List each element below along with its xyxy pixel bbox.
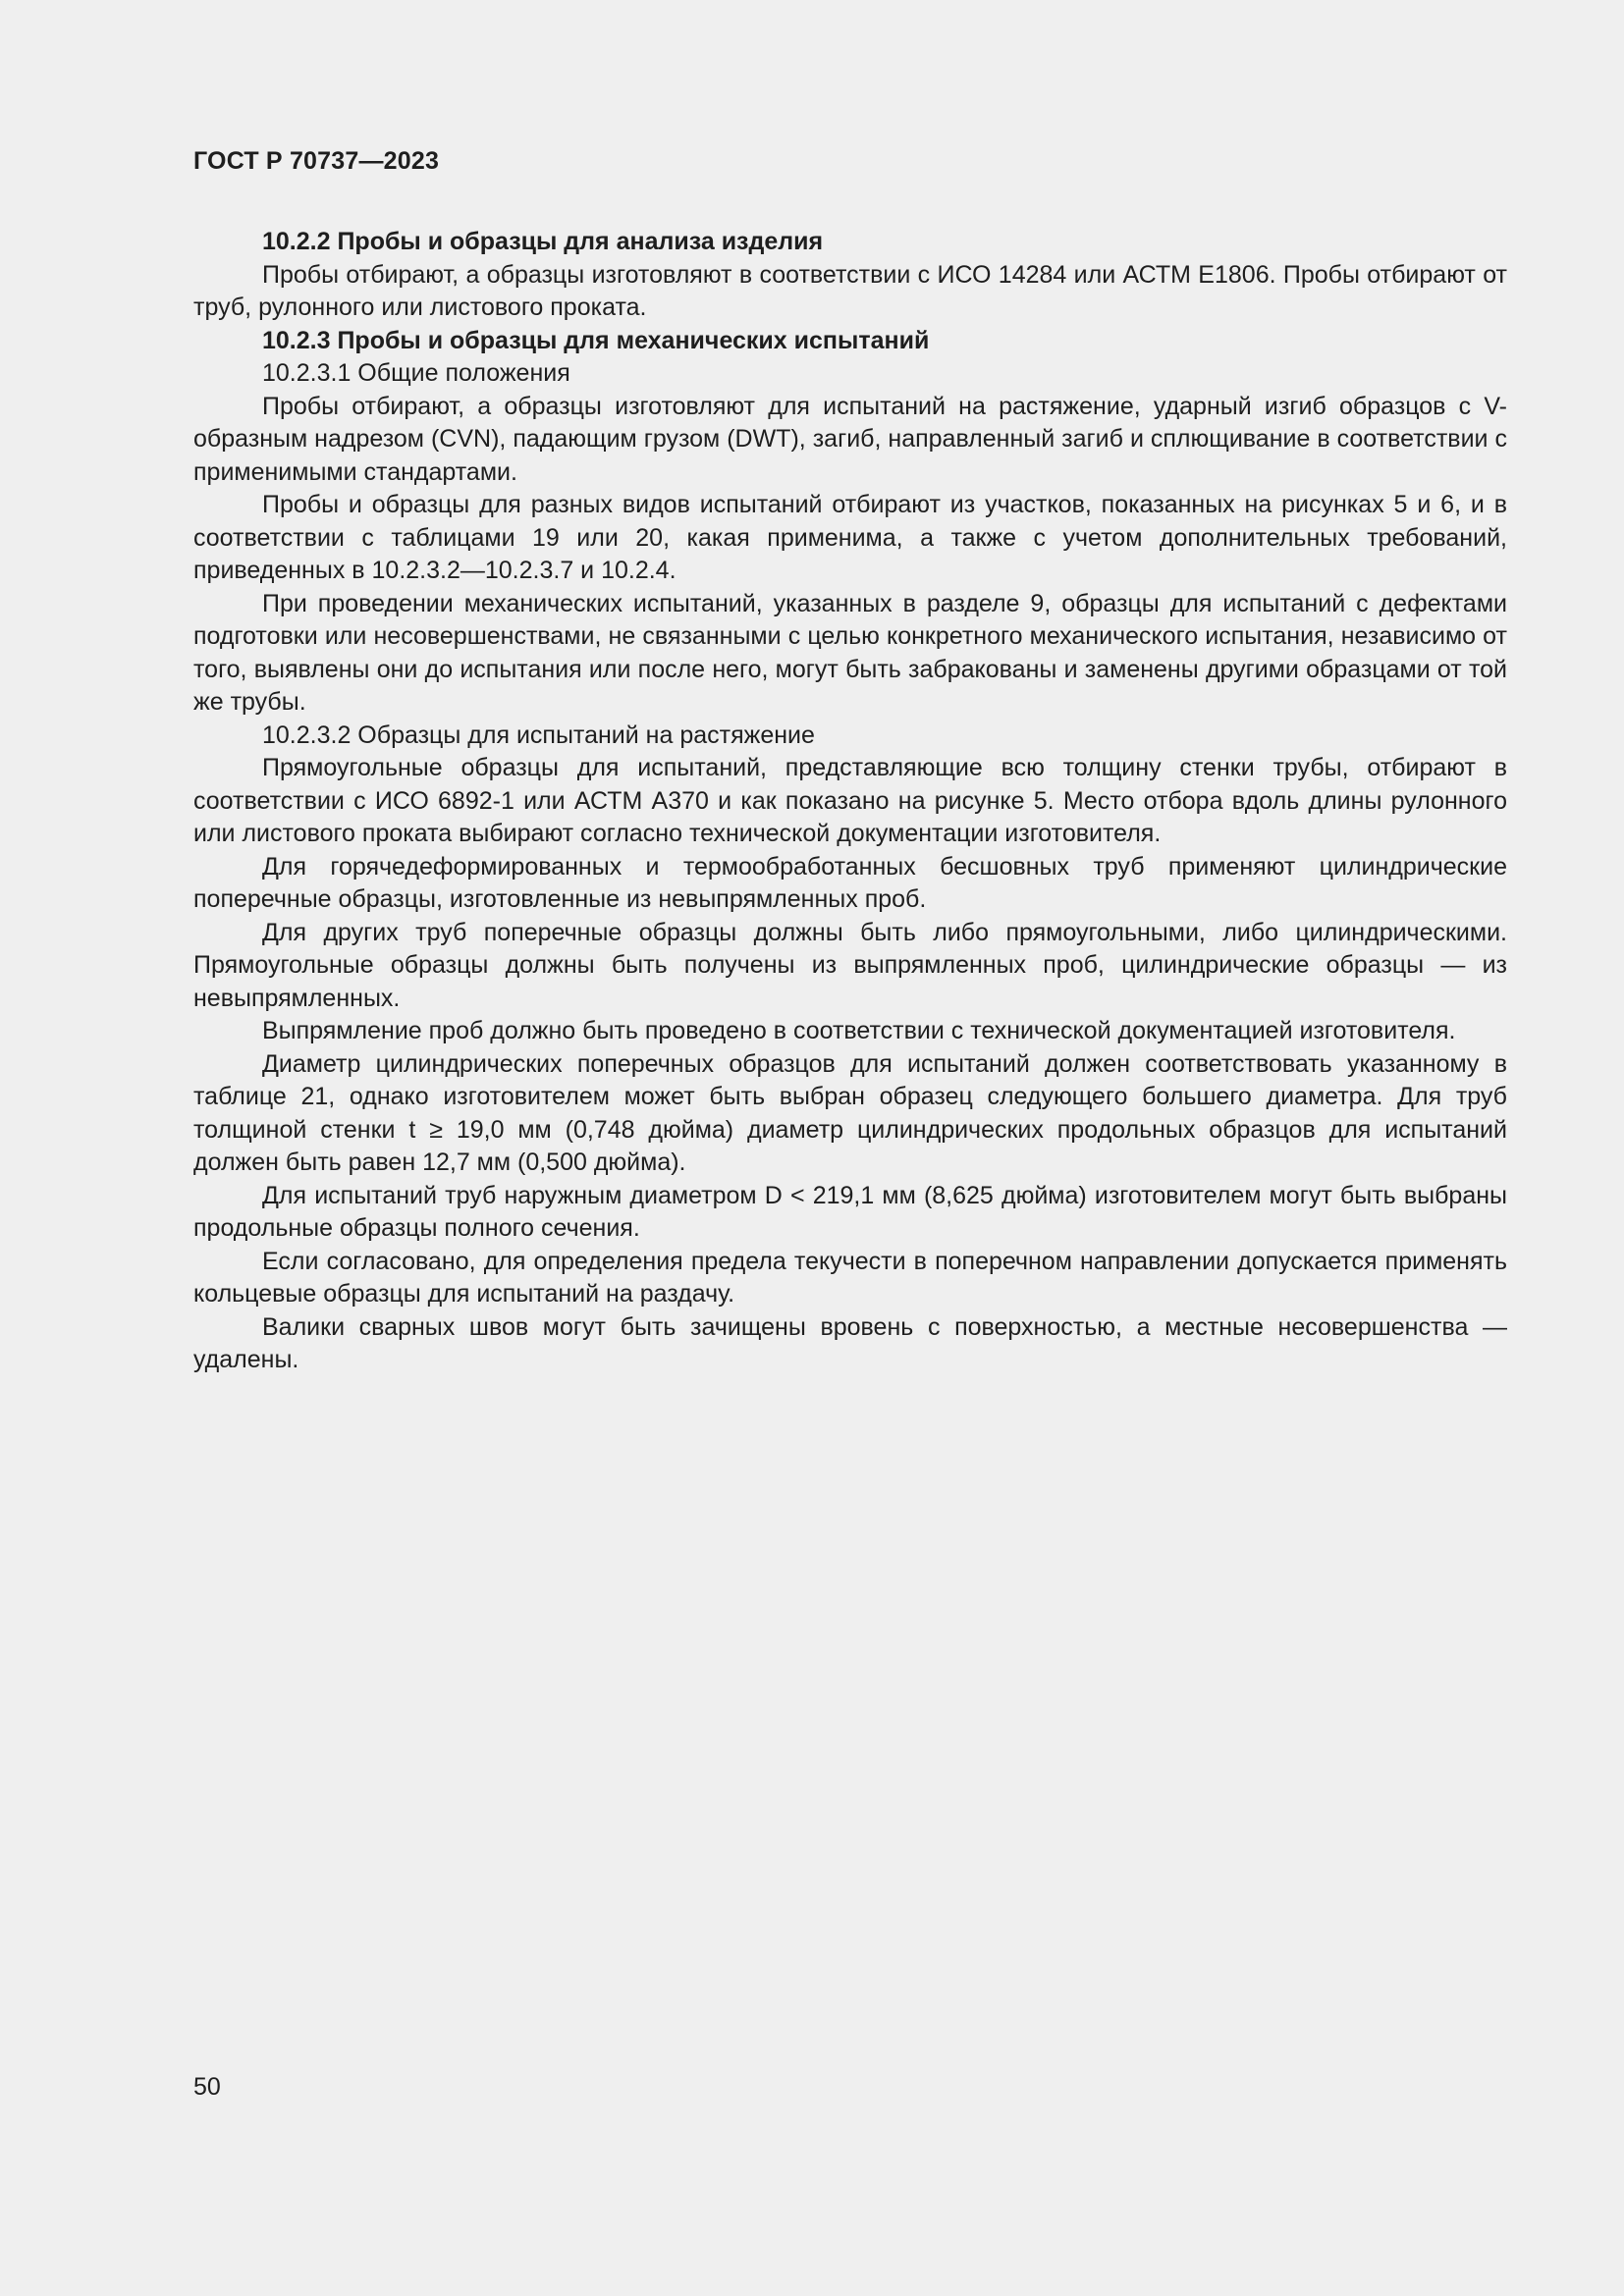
page-number: 50: [193, 2073, 221, 2101]
paragraph: Для испытаний труб наружным диаметром D < 219,1 мм (8,625 дюйма) изготовителем могут быть выбраны продольные образцы полного сечения.: [193, 1181, 1507, 1242]
paragraph: Валики сварных швов могут быть зачищены вровень с поверхностью, а местные несовершенства — удалены.: [193, 1312, 1507, 1373]
section-heading-10-2-2: 10.2.2 Пробы и образцы для анализа изделия: [262, 228, 824, 255]
subsection-title-10-2-3-2: 10.2.3.2 Образцы для испытаний на растяжение: [262, 721, 815, 749]
paragraph: Пробы отбирают, а образцы изготовляют в соответствии с ИСО 14284 или АСТМ Е1806. Пробы отбирают от труб, рулонного или листового проката.: [193, 260, 1507, 321]
subsection-title-10-2-3-1: 10.2.3.1 Общие положения: [262, 359, 570, 387]
document-header: ГОСТ Р 70737—2023: [193, 147, 440, 175]
section-heading-10-2-3: 10.2.3 Пробы и образцы для механических испытаний: [262, 326, 930, 354]
paragraph: Диаметр цилиндрических поперечных образцов для испытаний должен соответствовать указанному в таблице 21, однако изготовителем может быть выбран образец следующего большего диаметра. Для труб толщиной стенки t ≥ 19,0 мм (0,748 дюйма) диаметр цилиндрических продольных образцов для испытаний должен быть равен 12,7 мм (0,500 дюйма).: [193, 1049, 1507, 1176]
paragraph: Для горячедеформированных и термообработанных бесшовных труб применяют цилиндрические поперечные образцы, изготовленные из невыпрямленных проб.: [193, 852, 1507, 913]
paragraph: Пробы отбирают, а образцы изготовляют для испытаний на растяжение, ударный изгиб образцов с V-образным надрезом (CVN), падающим грузом (DWT), загиб, направленный загиб и сплющивание в соответствии с применимыми стандартами.: [193, 392, 1507, 486]
paragraph: Прямоугольные образцы для испытаний, представляющие всю толщину стенки трубы, отбирают в соответствии с ИСО 6892-1 или АСТМ А370 и как показано на рисунке 5. Место отбора вдоль длины рулонного или листового проката выбирают согласно технической документации изготовителя.: [193, 754, 1507, 847]
paragraph: Выпрямление проб должно быть проведено в соответствии с технической документацией изготовителя.: [262, 1017, 1456, 1044]
paragraph: Если согласовано, для определения предела текучести в поперечном направлении допускается применять кольцевые образцы для испытаний на раздачу.: [193, 1247, 1507, 1308]
document-body: [193, 226, 1507, 1377]
paragraph: При проведении механических испытаний, указанных в разделе 9, образцы для испытаний с дефектами подготовки или несовершенствами, не связанными с целью конкретного механического испытания, независимо от того, выявлены они до испытания или после него, могут быть забракованы и заменены другими образцами от той же трубы.: [193, 589, 1507, 716]
paragraph: Для других труб поперечные образцы должны быть либо прямоугольными, либо цилиндрическими. Прямоугольные образцы должны быть получены из выпрямленных проб, цилиндрические образцы — из невыпрямленных.: [193, 918, 1507, 1012]
paragraph: Пробы и образцы для разных видов испытаний отбирают из участков, показанных на рисунках 5 и 6, и в соответствии с таблицами 19 или 20, какая применима, а также с учетом дополнительных требований, приведенных в 10.2.3.2—10.2.3.7 и 10.2.4.: [193, 491, 1507, 584]
